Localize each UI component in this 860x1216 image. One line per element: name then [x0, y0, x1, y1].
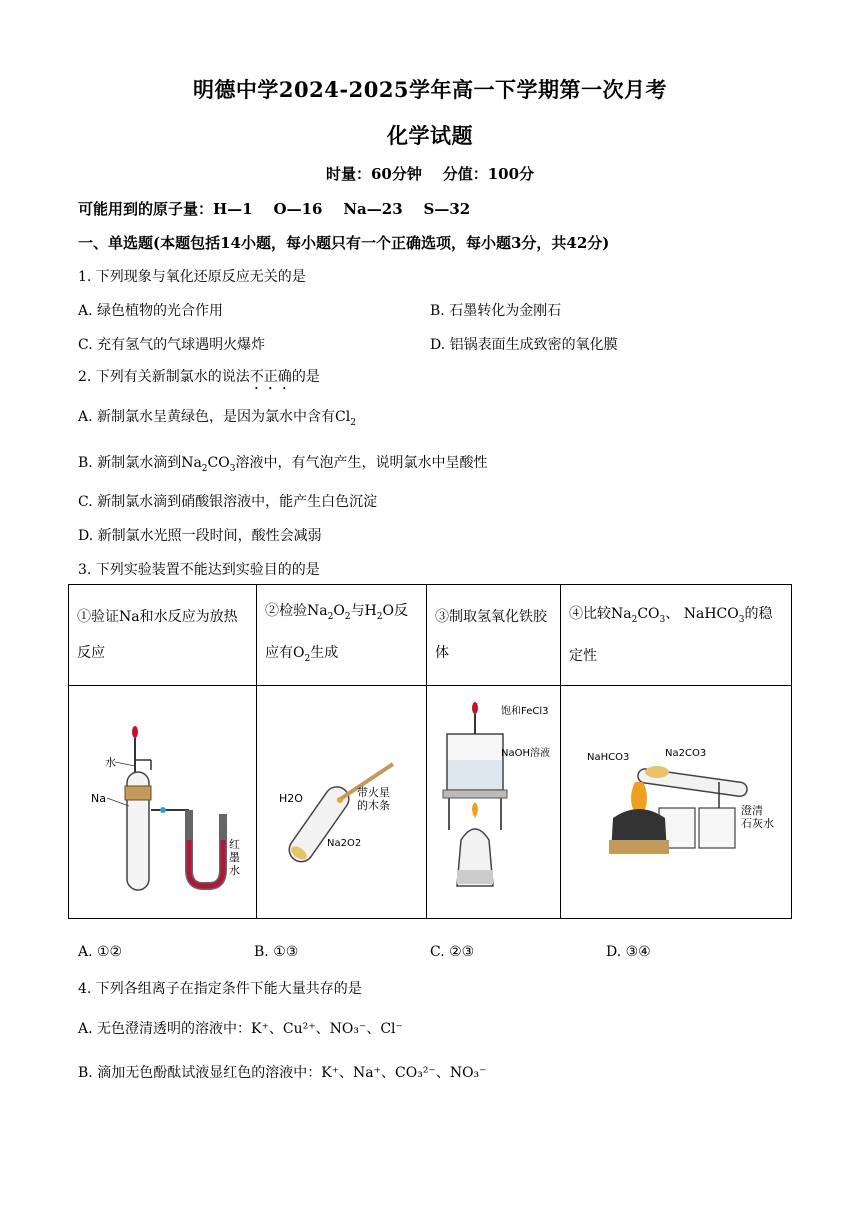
label-nahco3: NaHCO3	[587, 752, 630, 763]
emphasis-text: 不正确	[249, 369, 292, 385]
q1-stem: 1. 下列现象与氧化还原反应无关的是	[78, 269, 306, 285]
apparatus-table	[68, 584, 792, 919]
q1-option-a: A. 绿色植物的光合作用	[78, 303, 224, 319]
q2-option-d: D. 新制氯水光照一段时间，酸性会减弱	[78, 528, 322, 544]
q3-answer-b: B. ①③	[254, 944, 299, 960]
label-water: 水	[105, 756, 116, 769]
exam-title: 明德中学2024-2025学年高一下学期第一次月考	[192, 77, 668, 102]
ion-list: K⁺、Cu²⁺、NO₃⁻、Cl⁻	[251, 1021, 403, 1037]
atomic-masses: 可能用到的原子量：H—1 O—16 Na—23 S—32	[78, 200, 471, 218]
label-red-ink: 红墨水	[229, 838, 240, 877]
figure-3-colloid	[427, 686, 561, 919]
q1-option-b: B. 石墨转化为金刚石	[430, 303, 562, 319]
cell-experiment-3: ③制取氢氧化铁胶体	[427, 585, 561, 686]
q2-stem: 2. 下列有关新制氯水的说法不正确的是	[78, 369, 320, 385]
stopper	[125, 786, 151, 800]
q4-stem: 4. 下列各组离子在指定条件下能大量共存的是	[78, 981, 362, 997]
q2-option-a: A. 新制氯水呈黄绿色，是因为氯水中含有$Cl_2$	[78, 409, 356, 428]
q3-answer-d: D. ③④	[606, 944, 651, 960]
dropper-bulb	[132, 726, 138, 738]
wire-gauze	[443, 790, 507, 798]
beaker-2	[699, 808, 735, 848]
cell-experiment-2: ②检验$Na_2O_2$与$H_2O$反应有$O_2$生成	[257, 585, 427, 686]
q1-option-d: D. 铝锅表面生成致密的氧化膜	[430, 337, 618, 353]
ion-list: K⁺、Na⁺、CO₃²⁻、NO₃⁻	[321, 1065, 487, 1081]
label-naoh: NaOH溶液	[501, 748, 550, 759]
q2-option-b: B. 新制氯水滴到$Na_2CO_3$溶液中，有气泡产生，说明氯水中呈酸性	[78, 455, 488, 474]
cell-experiment-1: ①验证Na和水反应为放热反应	[69, 585, 257, 686]
q3-stem: 3. 下列实验装置不能达到实验目的的是	[78, 562, 320, 578]
label-na2co3: Na2CO3	[665, 748, 707, 759]
time-score: 时量：60分钟 分值：100分	[325, 165, 535, 183]
label-h2o: H2O	[279, 792, 303, 805]
q3-answer-c: C. ②③	[430, 944, 475, 960]
q4-option-a: A. 无色澄清透明的溶液中：K⁺、Cu²⁺、NO₃⁻、Cl⁻	[78, 1021, 403, 1037]
q3-answer-a: A. ①②	[78, 944, 123, 960]
section-title: 一、单选题(本题包括14小题，每小题只有一个正确选项，每小题3分，共42分)	[78, 234, 610, 252]
q1-option-c: C. 充有氢气的气球遇明火爆炸	[78, 337, 266, 353]
label-na2o2: Na2O2	[327, 838, 362, 849]
figure-2-na2o2	[257, 686, 427, 919]
label-na: Na	[91, 792, 106, 805]
label-limewater: 澄清石灰水	[741, 804, 774, 830]
q2-option-c: C. 新制氯水滴到硝酸银溶液中，能产生白色沉淀	[78, 494, 378, 510]
label-glowing-splint: 带火星的木条	[357, 786, 390, 812]
figure-4-stability	[561, 686, 792, 919]
exam-subtitle: 化学试题	[387, 123, 473, 148]
q4-option-b: B. 滴加无色酚酞试液显红色的溶液中：K⁺、Na⁺、CO₃²⁻、NO₃⁻	[78, 1065, 487, 1081]
label-fecl3: 饱和FeCl3	[501, 706, 549, 717]
cell-experiment-4: ④比较$Na_2CO_3$、 NaHCO$_3$的稳定性	[561, 585, 792, 686]
figure-1-na-water	[69, 686, 257, 919]
